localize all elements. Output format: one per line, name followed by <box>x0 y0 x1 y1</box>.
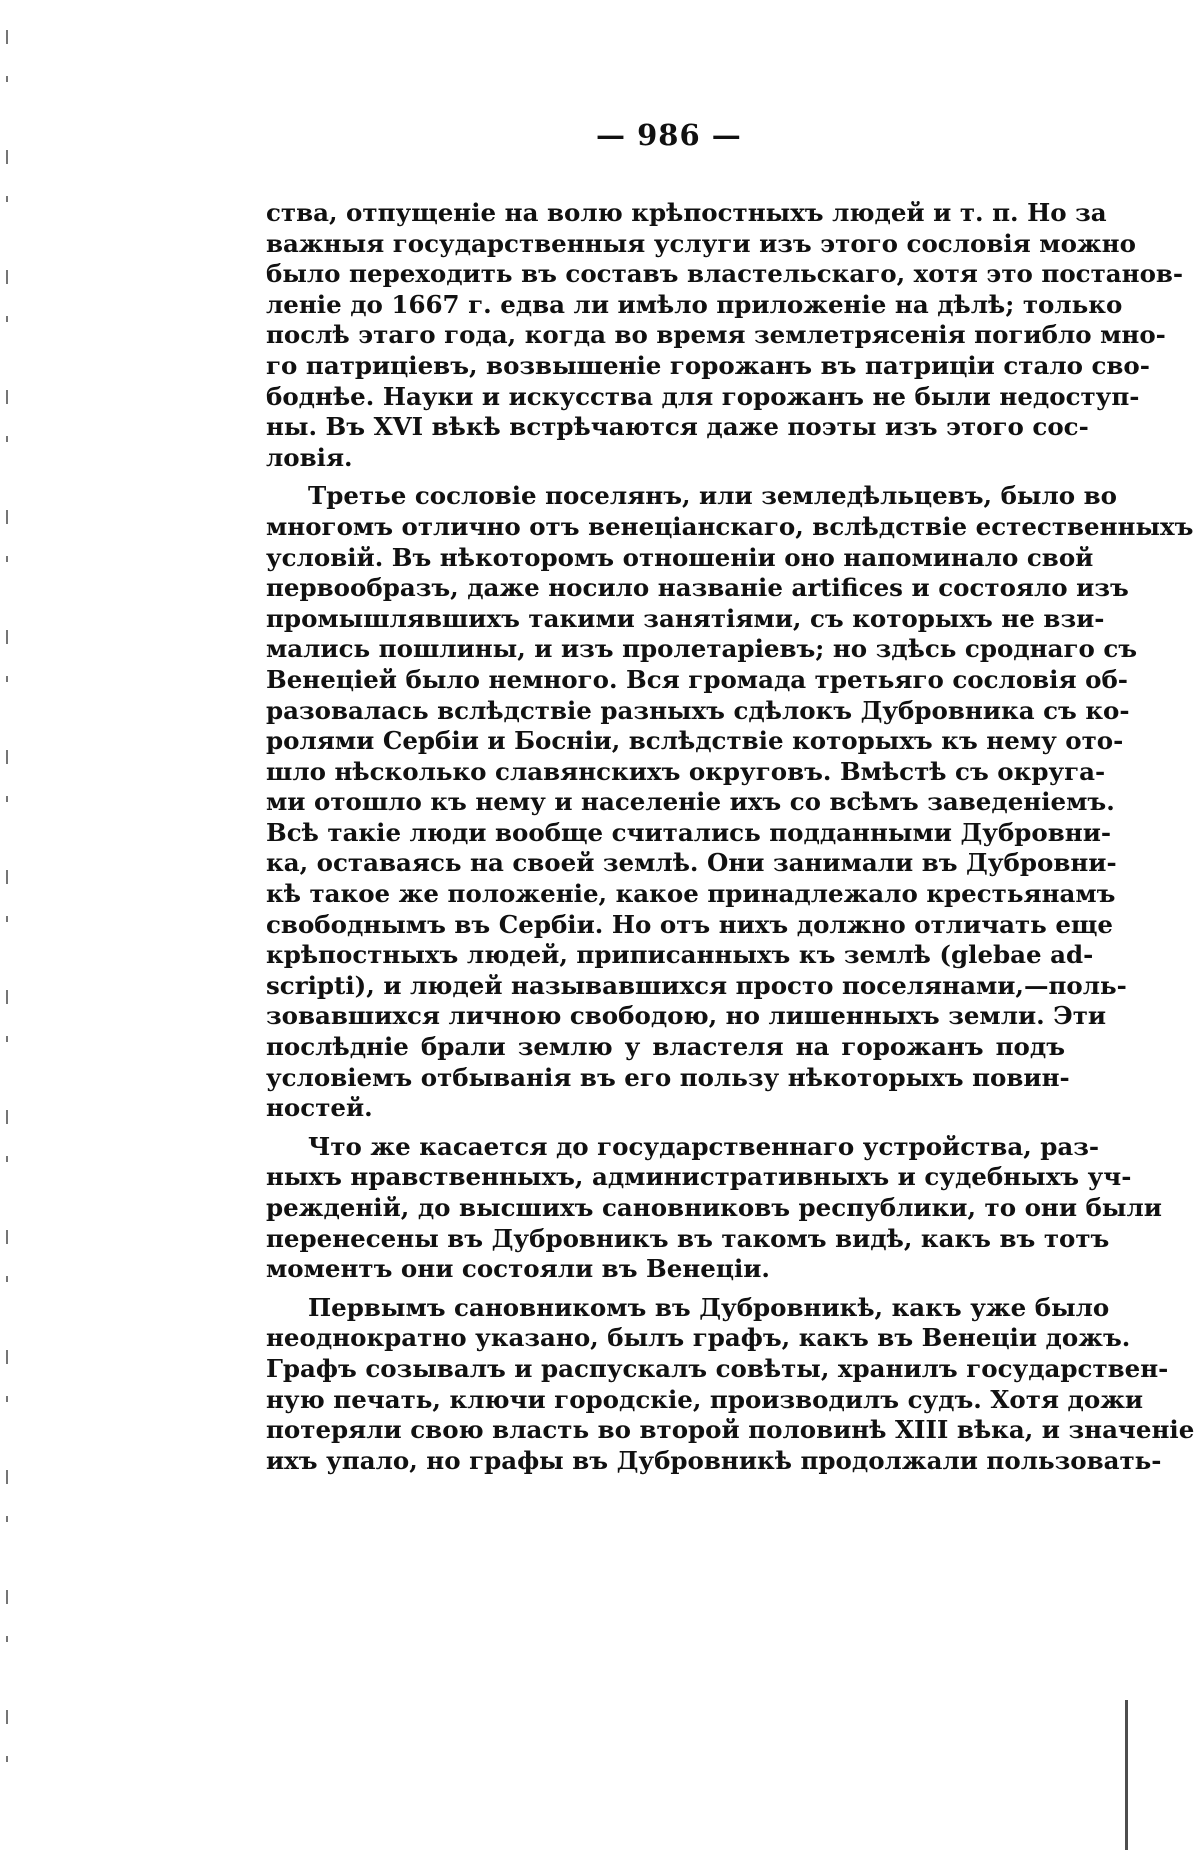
paragraph <box>266 1292 1194 1477</box>
text-line: шло нѣсколько славянскихъ округовъ. Вмѣстѣ съ округа- <box>266 756 1106 786</box>
text-line: режденій, до высшихъ сановниковъ республики, то они были <box>266 1193 1162 1222</box>
paragraph <box>266 1131 1162 1285</box>
text-line: Третье сословіе поселянъ, или земледѣльцевъ, было во <box>308 481 1118 511</box>
text-line: ка, оставаясь на своей землѣ. Они занимали въ Дубровни- <box>266 848 1117 878</box>
text-line: потеряли свою власть во второй половинѣ XIII вѣка, и значеніе <box>266 1415 1194 1445</box>
text-line: послѣдніе брали землю у властеля на горожанъ подъ <box>266 1032 1065 1062</box>
text-line: мались пошлины, и изъ пролетаріевъ; но здѣсь сроднаго съ <box>266 634 1138 664</box>
text-line: боднѣе. Науки и искусства для горожанъ не были недоступ- <box>266 381 1140 411</box>
text-line: первообразъ, даже носило названіе artifices и состояло изъ <box>266 573 1129 603</box>
text-line: было переходить въ составъ властельскаго, хотя это постанов- <box>266 259 1184 289</box>
body-text <box>266 198 1194 1476</box>
text-line: моментъ они состояли въ Венеціи. <box>266 1254 770 1284</box>
text-line: ми отошло къ нему и населеніе ихъ со всѣмъ заведеніемъ. <box>266 787 1115 817</box>
text-line: разовалась вслѣдствіе разныхъ сдѣлокъ Дубровника съ ко- <box>266 695 1130 725</box>
page-number: — 986 — <box>596 118 742 152</box>
text-line: важныя государственныя услуги изъ этого сословія можно <box>266 228 1136 258</box>
text-line: Первымъ сановникомъ въ Дубровникѣ, какъ уже было <box>308 1292 1110 1322</box>
text-line: промышлявшихъ такими занятіями, съ которыхъ не взи- <box>266 603 1105 633</box>
text-line: го патриціевъ, возвышеніе горожанъ въ патриціи стало сво- <box>266 350 1150 380</box>
text-line: леніе до 1667 г. едва ли имѣло приложеніе на дѣлѣ; только <box>266 289 1123 319</box>
text-line: многомъ отлично отъ венеціанскаго, вслѣдствіе естественныхъ <box>266 511 1194 541</box>
page-edge-mark <box>1125 1700 1128 1850</box>
text-line: свободнымъ въ Сербіи. Но отъ нихъ должно отличать еще <box>266 909 1114 939</box>
text-line: ихъ упало, но графы въ Дубровникѣ продолжали пользовать- <box>266 1445 1162 1475</box>
text-line: зовавшихся личною свободою, но лишенныхъ земли. Эти <box>266 1001 1107 1031</box>
text-line: перенесены въ Дубровникъ въ такомъ видѣ, какъ въ тотъ <box>266 1223 1110 1253</box>
text-line: условіемъ отбыванія въ его пользу нѣкоторыхъ повин- <box>266 1062 1070 1092</box>
text-line: ловія. <box>266 442 353 472</box>
paragraph <box>266 198 1184 473</box>
text-line: ную печать, ключи городскіе, производилъ судъ. Хотя дожи <box>266 1384 1144 1414</box>
text-line: Всѣ такіе люди вообще считались подданными Дубровни- <box>266 817 1112 847</box>
binding-edge-marks <box>6 30 8 1820</box>
text-line: scripti), и людей называвшихся просто поселянами,—поль- <box>266 970 1127 1000</box>
text-line: ства, отпущеніе на волю крѣпостныхъ людей и т. п. Но за <box>266 198 1107 227</box>
text-line: неоднократно указано, былъ графъ, какъ въ Венеціи дожъ. <box>266 1323 1131 1353</box>
text-line: ныхъ нравственныхъ, административныхъ и судебныхъ уч- <box>266 1162 1132 1192</box>
text-line: послѣ этаго года, когда во время землетрясенія погибло мно- <box>266 320 1166 350</box>
text-line: кѣ такое же положеніе, какое принадлежало крестьянамъ <box>266 879 1116 909</box>
text-line: Венеціей было немного. Вся громада третьяго сословія об- <box>266 664 1128 694</box>
text-line: ностей. <box>266 1093 373 1123</box>
text-line: Что же касается до государственнаго устройства, раз- <box>308 1131 1100 1161</box>
text-line: ролями Сербіи и Босніи, вслѣдствіе которыхъ къ нему ото- <box>266 726 1124 756</box>
text-line: крѣпостныхъ людей, приписанныхъ къ землѣ (glebae ad- <box>266 940 1094 970</box>
paragraph <box>266 481 1194 1123</box>
text-line: ны. Въ XVI вѣкѣ встрѣчаются даже поэты изъ этого сос- <box>266 412 1089 442</box>
text-line: Графъ созывалъ и распускалъ совѣты, хранилъ государствен- <box>266 1353 1169 1383</box>
text-line: условій. Въ нѣкоторомъ отношеніи оно напоминало свой <box>266 542 1094 572</box>
